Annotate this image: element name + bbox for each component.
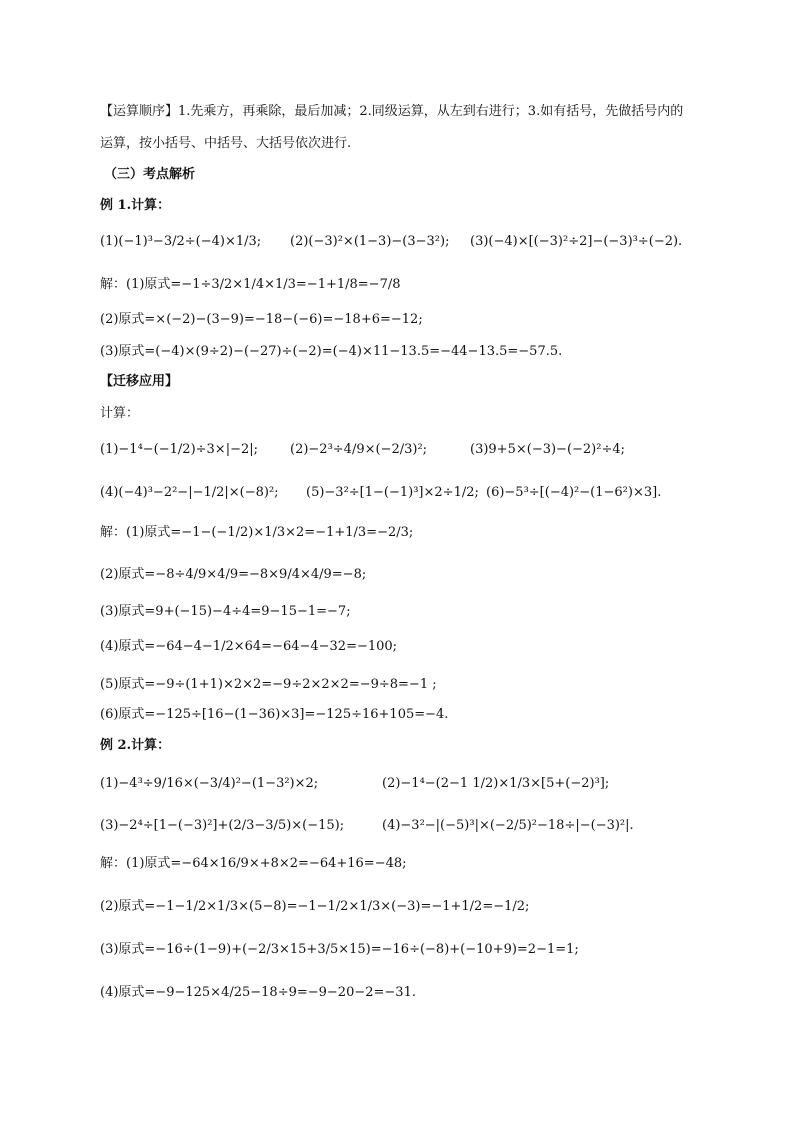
section-title: （三）考点解析 xyxy=(104,167,196,182)
example1-problem-1: (1)(−1)³−3/2÷(−4)×1/3; xyxy=(100,234,262,249)
example2-problem-4: (4)−3²−|(−5)³|×(−2/5)²−18÷|−(−3)²|. xyxy=(382,818,634,833)
transfer-solution-5: (5)原式=−9÷(1+1)×2×2=−9÷2×2×2=−9÷8=−1 ; xyxy=(100,677,437,692)
transfer-title: 【迁移应用】 xyxy=(100,374,179,389)
example1-problems xyxy=(100,231,740,253)
example2-problem-2: (2)−1⁴−(2−1 1/2)×1/3×[5+(−2)³]; xyxy=(382,776,610,791)
example1-title: 例 1.计算： xyxy=(100,198,171,213)
transfer-solution-6: (6)原式=−125÷[16−(1−36)×3]=−125÷16+105=−4. xyxy=(100,707,449,722)
transfer-solution-2: (2)原式=−8÷4/9×4/9=−8×9/4×4/9=−8; xyxy=(100,567,367,582)
example2-solution-3: (3)原式=−16÷(1−9)+(−2/3×15+3/5×15)=−16÷(−8)+(−10+9)=2−1=1; xyxy=(100,942,579,957)
order-rule-line1: 【运算顺序】1.先乘方，再乘除，最后加减；2.同级运算，从左到右进行；3.如有括号，先做括号内的 xyxy=(100,104,684,119)
transfer-problem-4: (4)(−4)³−2²−|−1/2|×(−8)²; xyxy=(100,485,279,500)
transfer-subtitle: 计算： xyxy=(100,406,140,421)
example2-problems-row1 xyxy=(100,773,740,795)
transfer-problems-row2 xyxy=(100,482,740,504)
transfer-problem-3: (3)9+5×(−3)−(−2)²÷4; xyxy=(470,442,626,457)
transfer-problems-row1 xyxy=(100,439,740,461)
example1-solution-3: (3)原式=(−4)×(9÷2)−(−27)÷(−2)=(−4)×11−13.5=−44−13.5=−57.5. xyxy=(100,344,563,359)
transfer-solution-4: (4)原式=−64−4−1/2×64=−64−4−32=−100; xyxy=(100,639,398,654)
transfer-problem-6: (6)−5³÷[(−4)²−(1−6²)×3]. xyxy=(486,485,662,500)
example1-solution-2: (2)原式=×(−2)−(3−9)=−18−(−6)=−18+6=−12; xyxy=(100,312,423,327)
example2-solution-1: 解：(1)原式=−64×16/9×+8×2=−64+16=−48; xyxy=(100,856,407,871)
transfer-solution-3: (3)原式=9+(−15)−4÷4=9−15−1=−7; xyxy=(100,604,351,619)
order-rule-line2: 运算，按小括号、中括号、大括号依次进行. xyxy=(100,136,352,151)
example2-problem-1: (1)−4³÷9/16×(−3/4)²−(1−3²)×2; xyxy=(100,776,319,791)
example2-problem-3: (3)−2⁴÷[1−(−3)²]+(2/3−3/5)×(−15); xyxy=(100,818,345,833)
example2-solution-4: (4)原式=−9−125×4/25−18÷9=−9−20−2=−31. xyxy=(100,985,416,1000)
transfer-problem-5: (5)−3²÷[1−(−1)³]×2÷1/2; xyxy=(306,485,479,500)
example1-problem-2: (2)(−3)²×(1−3)−(3−3²); xyxy=(290,234,450,249)
example1-solution-1: 解：(1)原式=−1÷3/2×1/4×1/3=−1+1/8=−7/8 xyxy=(100,277,401,292)
example1-problem-3: (3)(−4)×[(−3)²÷2]−(−3)³÷(−2). xyxy=(470,234,683,249)
example2-solution-2: (2)原式=−1−1/2×1/3×(5−8)=−1−1/2×1/3×(−3)=−1+1/2=−1/2; xyxy=(100,899,530,914)
example2-title: 例 2.计算： xyxy=(100,738,171,753)
transfer-problem-2: (2)−2³÷4/9×(−2/3)²; xyxy=(290,442,428,457)
transfer-problem-1: (1)−1⁴−(−1/2)÷3×|−2|; xyxy=(100,442,258,457)
example2-problems-row2 xyxy=(100,815,740,837)
transfer-solution-1: 解：(1)原式=−1−(−1/2)×1/3×2=−1+1/3=−2/3; xyxy=(100,525,414,540)
